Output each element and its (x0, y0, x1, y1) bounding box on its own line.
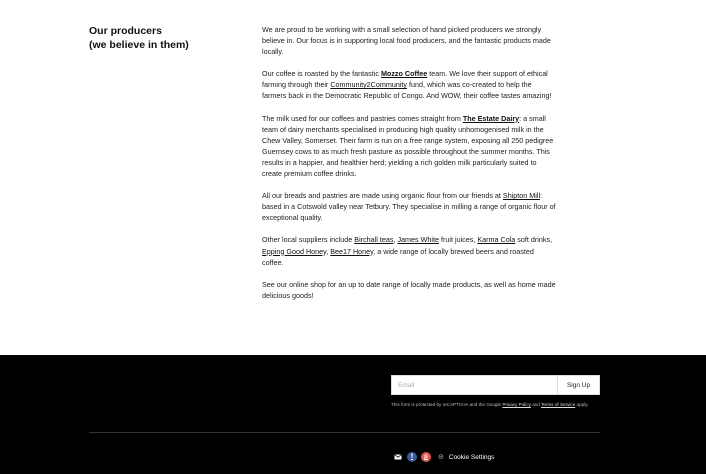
shop-paragraph: See our online shop for an up to date range of locally made products, as well as home made delicious goods! (262, 279, 556, 300)
mail-icon[interactable] (393, 452, 403, 462)
text-span: The milk used for our coffees and pastries comes straight from (262, 113, 463, 123)
privacy-policy-link[interactable]: Privacy Policy (502, 402, 531, 407)
intro-paragraph: We are proud to be working with a small selection of hand picked producers we strongly believe in. Our focus is in supporting local food producers, and the fantastic products made locally. (262, 25, 551, 57)
epping-good-honey-link[interactable]: Epping Good Honey (262, 246, 327, 256)
terms-of-service-link[interactable]: Terms of Service (541, 402, 576, 407)
suppliers-paragraph (262, 234, 556, 267)
text-span: Our coffee is roasted by the fantastic (262, 69, 381, 79)
cookie-settings-label: Cookie Settings (448, 453, 495, 461)
text-span: , (326, 246, 331, 256)
email-field[interactable] (392, 376, 557, 394)
text-span: and (530, 402, 542, 407)
text-span: fund, which was co-created to help the farmers back in the Democratic Republic of Congo. And WOW, their coffee tastes amazing! (262, 80, 552, 101)
birchall-teas-link[interactable]: Birchall teas (354, 235, 394, 245)
pinterest-icon[interactable]: p (421, 452, 431, 462)
coffee-paragraph (262, 68, 556, 101)
newsletter-form (391, 375, 600, 395)
community2community-link[interactable]: Community2Community (330, 80, 408, 90)
cookie-settings-button[interactable] (438, 453, 494, 461)
footer-divider (89, 432, 600, 433)
heading-line-2: (we believe in them) (89, 38, 189, 51)
bread-paragraph (262, 190, 556, 223)
shipton-mill-link[interactable]: Shipton Mill (502, 191, 541, 201)
text-span: : based in a Cotswold valley near Tetbury. They specialise in milling a range of organic flour of exceptional quality. (262, 191, 556, 223)
sign-up-button[interactable]: Sign Up (557, 376, 599, 394)
footer (0, 355, 706, 474)
bee17-honey-link[interactable]: Bee17 Honey (330, 246, 374, 256)
text-span: , (393, 235, 398, 245)
milk-paragraph (262, 113, 556, 180)
text-span: This form is protected by reCAPTCHA and the Google (391, 402, 503, 407)
facebook-icon[interactable]: f (407, 452, 417, 462)
text-span: apply. (575, 402, 589, 407)
estate-dairy-link[interactable]: The Estate Dairy (462, 113, 520, 123)
social-links (393, 451, 494, 463)
text-span: All our breads and pastries are made using organic flour from our friends at (262, 191, 503, 201)
text-span: soft drinks, (515, 235, 553, 245)
heading-line-1: Our producers (89, 25, 162, 37)
text-span: fruit juices, (439, 235, 478, 245)
text-span: , a wide range of locally brewed beers and roasted coffee. (262, 246, 534, 267)
text-span: Other local suppliers include (262, 235, 355, 245)
recaptcha-notice (391, 401, 621, 408)
producers-heading (89, 25, 249, 52)
karma-cola-link[interactable]: Karma Cola (477, 235, 516, 245)
text-span: team. We love their support of ethical farming through their (262, 69, 548, 90)
text-span: : a small team of dairy merchants specialised in producing high quality unhomogenised milk in the Chew Valley, Somerset. Their farm is run on a free range system, exposing all 250 pedigree Guernsey cows to as much fresh pasture as possible throughout the summer months. This results in a happier, and healthier herd; yielding a rich golden milk particularly suited to create premium coffee drinks. (262, 113, 554, 179)
cookie-icon: ⊝ (438, 454, 444, 461)
james-white-link[interactable]: James White (397, 235, 439, 245)
mozzo-coffee-link[interactable]: Mozzo Coffee (380, 69, 428, 79)
producers-text (262, 24, 556, 312)
